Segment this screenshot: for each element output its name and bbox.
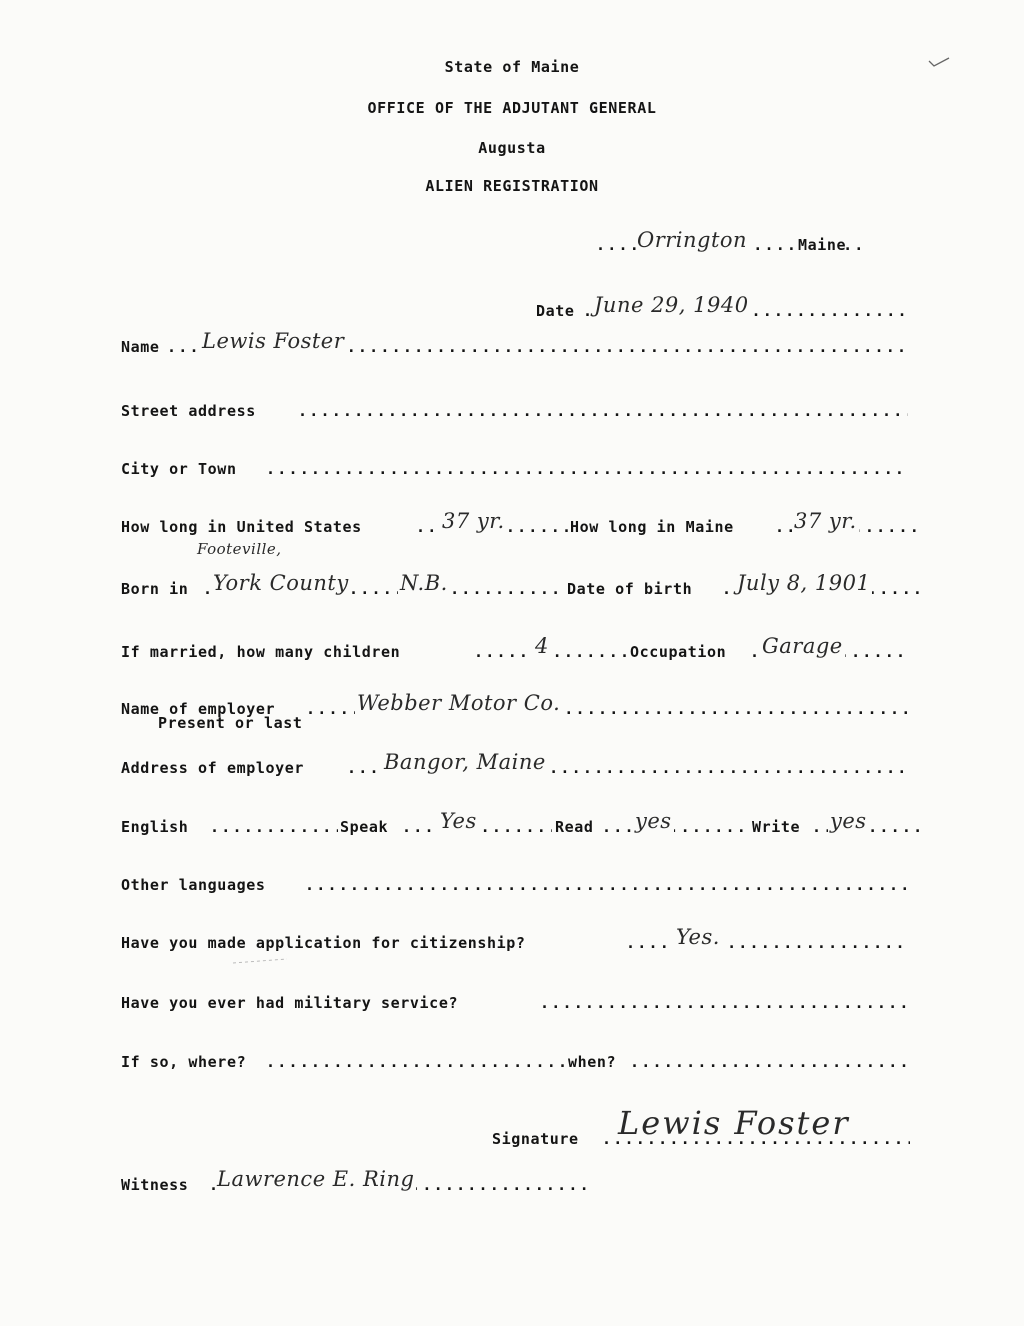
children-value: 4 (535, 634, 549, 658)
employer-label: Name of employer (121, 700, 276, 718)
witness-row (0, 1168, 1024, 1194)
write-value: yes (830, 809, 867, 833)
citizenship-dots (626, 934, 910, 952)
where-when-row (0, 1045, 1024, 1071)
citizenship-label: Have you made application for citizenship? (121, 934, 526, 952)
occupation-value: Garage (762, 634, 843, 658)
signature-row (0, 1104, 1024, 1148)
signature-label: Signature (492, 1130, 579, 1148)
employer-address-label: Address of employer (121, 759, 304, 777)
read-value: yes (635, 809, 672, 833)
occupation-label: Occupation (630, 643, 727, 661)
town-value: Orrington (637, 228, 748, 252)
city-label: City or Town (121, 460, 237, 478)
date-row (0, 294, 1024, 320)
when-label: when? (568, 1053, 617, 1071)
date-label: Date (536, 302, 575, 320)
residence-duration-row (0, 510, 1024, 536)
name-label: Name (121, 338, 160, 356)
employer-value: Webber Motor Co. (357, 691, 561, 715)
birth-row (0, 572, 1024, 598)
english-row (0, 810, 1024, 836)
witness-label: Witness (121, 1176, 189, 1194)
employer-row (0, 692, 1024, 718)
where-dots (266, 1053, 566, 1071)
pencil-mark (232, 957, 288, 965)
speak-label: Speak (340, 818, 389, 836)
when-dots (630, 1053, 910, 1071)
military-label: Have you ever had military service? (121, 994, 459, 1012)
read-label: Read (555, 818, 594, 836)
town-suffix: Maine (795, 236, 846, 254)
write-label: Write (752, 818, 801, 836)
signature-value: Lewis Foster (618, 1104, 850, 1142)
street-address-dots (298, 402, 908, 420)
where-label: If so, where? (121, 1053, 247, 1071)
speak-value: Yes (440, 809, 477, 833)
born-in-label: Born in (121, 580, 189, 598)
state-heading: State of Maine (444, 58, 580, 76)
other-languages-row (0, 868, 1024, 894)
born-in-value: York County (213, 571, 349, 595)
name-row (0, 330, 1024, 356)
military-row (0, 986, 1024, 1012)
how-long-maine-value: 37 yr. (794, 509, 857, 533)
read-dots (602, 818, 750, 836)
date-of-birth-label: Date of birth (567, 580, 693, 598)
how-long-maine-label: How long in Maine (570, 518, 734, 536)
military-dots (540, 994, 910, 1012)
date-of-birth-value: July 8, 1901 (737, 571, 871, 595)
city-row (0, 452, 1024, 478)
street-address-label: Street address (121, 402, 256, 420)
born-in-province: N.B. (400, 571, 448, 595)
english-dots (210, 818, 338, 836)
other-languages-label: Other languages (121, 876, 266, 894)
children-dots (474, 643, 628, 661)
children-occupation-row (0, 635, 1024, 661)
street-address-row (0, 394, 1024, 420)
how-long-us-value: 37 yr. (442, 509, 505, 533)
employer-address-row (0, 751, 1024, 777)
city-heading: Augusta (478, 139, 546, 157)
children-label: If married, how many children (121, 643, 401, 661)
born-in-note: Footeville, (197, 540, 282, 558)
english-label: English (121, 818, 189, 836)
form-title: ALIEN REGISTRATION (425, 177, 599, 195)
citizenship-row (0, 926, 1024, 952)
how-long-us-label: How long in United States (121, 518, 362, 536)
witness-value: Lawrence E. Ring (217, 1167, 415, 1191)
employer-sublabel: Present or last (158, 714, 303, 732)
other-languages-dots (305, 876, 910, 894)
city-dots (266, 460, 908, 478)
date-value: June 29, 1940 (594, 293, 749, 317)
citizenship-value: Yes. (676, 925, 720, 949)
employer-address-value: Bangor, Maine (384, 750, 546, 774)
office-heading: OFFICE OF THE ADJUTANT GENERAL (367, 99, 657, 117)
town-row (0, 228, 1024, 254)
name-value: Lewis Foster (202, 329, 345, 353)
